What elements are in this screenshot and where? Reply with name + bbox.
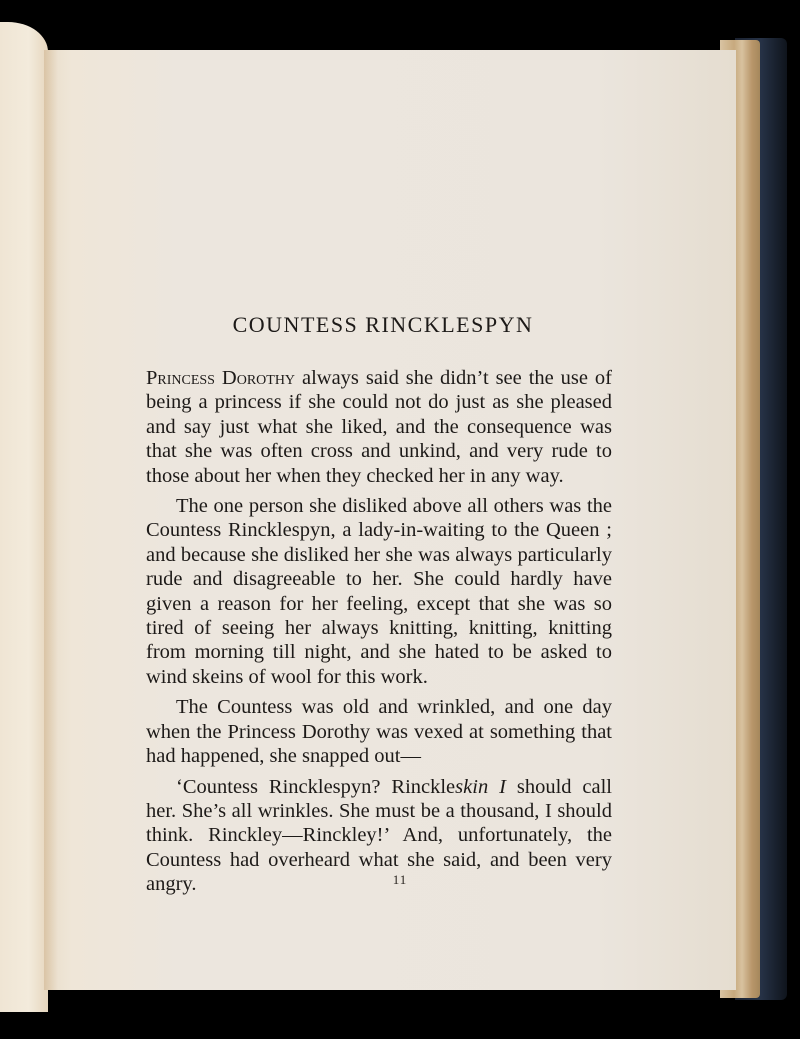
page-text-block <box>146 300 612 903</box>
left-page-edge <box>0 22 48 1012</box>
chapter-title: COUNTESS RINCKLESPYN <box>232 312 534 337</box>
paragraph-2: The one person she disliked above all others was the Countess Rincklespyn, a lady-in-waiting to the Queen ; and because she disliked her she was always particularly rude and disagreeable to her. She could hardly have given a reason for her feeling, except that she was so tired of seeing her always knitting, knitting, knitting from morning till night, and she hated to be asked to wind skeins of wool for this work. <box>146 495 612 688</box>
paragraph-1 <box>146 366 612 488</box>
page-number: 11 <box>392 872 408 887</box>
paragraph-text-after-italic: should call her. She’s all wrinkles. She must be a thousand, I should think. Rinckley—Rinckley!’ And, unfortunately, the Countess had overheard what she said, and been very angry. <box>146 775 613 896</box>
paragraph-3: The Countess was old and wrinkled, and one day when the Princess Dorothy was vexed at something that had happened, she snapped out— <box>146 696 612 768</box>
paragraph-text-before-italic: ‘Countess Rincklespyn? Rinckle <box>176 775 456 798</box>
paragraph-text: always said she didn’t see the use of being a princess if she could not do just as she pleased and say just what she liked, and the consequence was that she was often cross and unkind, and very rude to those about her when they checked her in any way. <box>146 367 613 487</box>
page-gutter-shadow <box>44 50 58 990</box>
paragraph-italic-text: skin I <box>455 775 506 798</box>
paragraph-lead-smallcaps: Princess Dorothy <box>146 367 296 389</box>
